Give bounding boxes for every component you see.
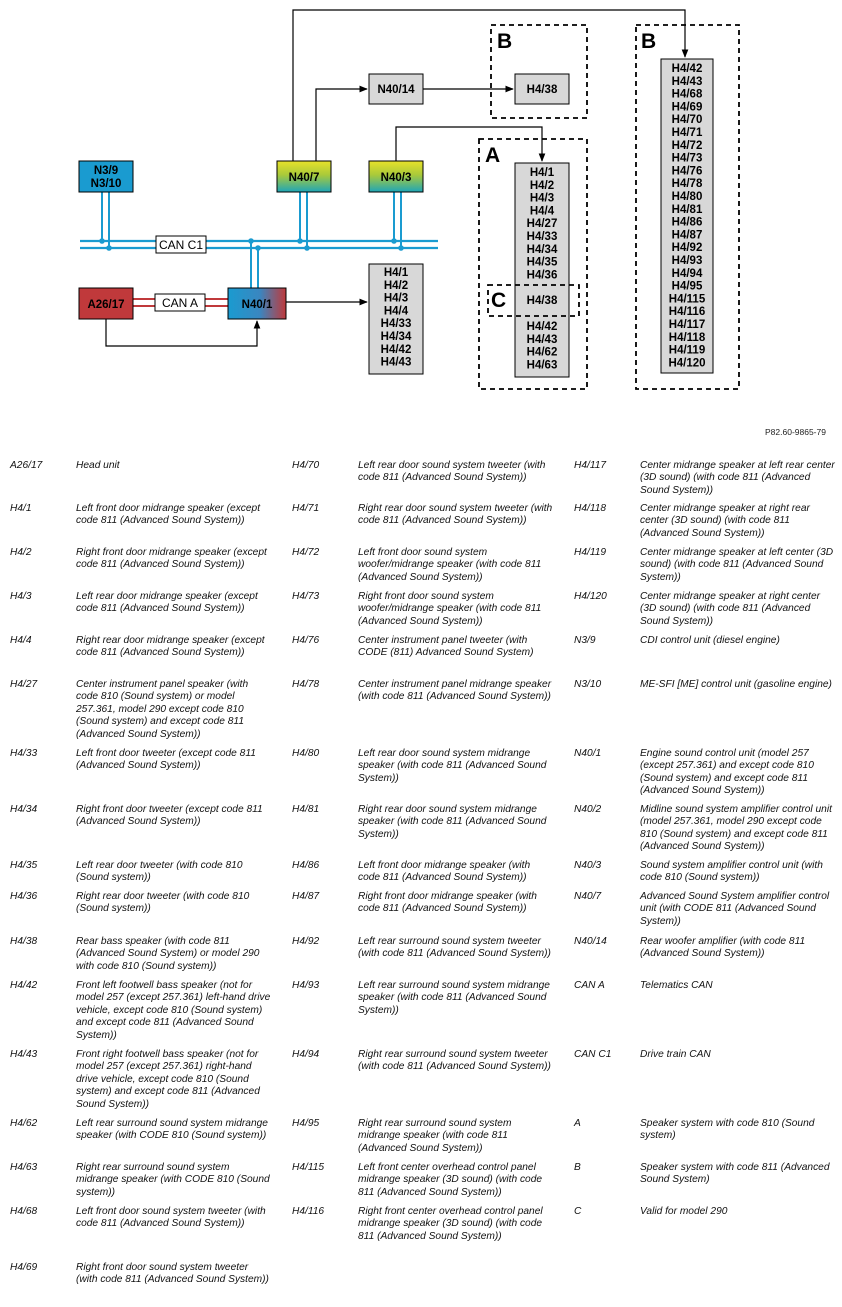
legend-code: H4/80	[292, 748, 320, 759]
legend-code: H4/70	[292, 460, 320, 471]
speaker-code: H4/42	[526, 321, 558, 333]
legend-description: Left front door sound system woofer/midrange speaker (with code 811 (Advanced Sound System))	[358, 547, 542, 583]
legend-code: N40/3	[574, 860, 602, 871]
speaker-code: H4/63	[526, 359, 558, 372]
speaker-code: H4/35	[526, 256, 558, 269]
legend-description: Left rear door midrange speaker (except code 811 (Advanced Sound System))	[76, 591, 258, 615]
legend-code: H4/93	[292, 980, 320, 991]
legend-code: H4/2	[10, 547, 32, 558]
group-c-label: H4/38	[526, 295, 558, 307]
legend-code: H4/78	[292, 679, 320, 690]
legend-code: H4/38	[10, 936, 38, 947]
legend-description: CDI control unit (diesel engine)	[640, 635, 780, 646]
legend-description: Left front center overhead control panel midrange speaker (3D sound) (with code 811 (Advanced Sound System))	[358, 1162, 543, 1198]
speaker-code: H4/42	[380, 343, 412, 356]
bus-junction	[248, 238, 254, 244]
n40-7-label: N40/7	[288, 172, 320, 184]
speaker-list-main	[381, 267, 412, 369]
legend-description: Right rear door midrange speaker (except code 811 (Advanced Sound System))	[76, 635, 265, 659]
legend-code: H4/120	[574, 591, 607, 602]
legend-description: Head unit	[76, 460, 120, 471]
speaker-code: H4/78	[671, 178, 703, 191]
legend-description: Sound system amplifier control unit (with code 810 (Sound system))	[640, 860, 823, 884]
legend-description: Valid for model 290	[640, 1206, 728, 1217]
legend-description: Left front door midrange speaker (with code 811 (Advanced Sound System))	[358, 860, 531, 884]
speaker-code: H4/36	[526, 269, 558, 282]
legend-code: H4/68	[10, 1206, 38, 1217]
legend-description: Center midrange speaker at right rear center (3D sound) (with code 811 (Advanced Sound System))	[640, 503, 810, 539]
legend-code: N3/9	[574, 635, 596, 646]
head-unit-to-n40-1-line	[106, 319, 257, 346]
legend-description: Left rear surround sound system tweeter (with code 811 (Advanced Sound System))	[358, 936, 551, 960]
speaker-code: H4/115	[668, 293, 706, 306]
legend-description: Speaker system with code 810 (Sound system)	[640, 1118, 815, 1142]
legend-description: Advanced Sound System amplifier control unit (with CODE 811 (Advanced Sound System))	[640, 891, 830, 927]
n3-9-label: N3/9	[93, 165, 119, 177]
legend-code: H4/95	[292, 1118, 320, 1129]
legend-description: Left front door sound system tweeter (with code 811 (Advanced Sound System))	[76, 1206, 266, 1230]
legend-description: Rear bass speaker (with code 811 (Advanced Sound System) or model 290 with code 810 (Sound system))	[76, 936, 260, 972]
speaker-code: H4/3	[529, 192, 555, 205]
group-a-upper-list	[527, 167, 558, 281]
legend-code: H4/81	[292, 804, 320, 815]
bus-junction	[99, 238, 105, 244]
speaker-code: H4/3	[383, 292, 409, 305]
legend-description: Right front door tweeter (except code 811 (Advanced Sound System))	[76, 804, 263, 828]
speaker-code: H4/120	[668, 357, 706, 370]
legend-description: Front right footwell bass speaker (not for model 257 (except 257.361) right-hand drive vehicle, except code 810 (Sound system) and except code 811 (Advanced Sound System))	[76, 1049, 260, 1110]
diagram-reference-number: P82.60-9865-79	[765, 427, 826, 437]
speaker-code: H4/2	[383, 279, 409, 292]
legend-description: Speaker system with code 811 (Advanced Sound System)	[640, 1162, 830, 1186]
n40-1-label: N40/1	[241, 299, 273, 311]
bus-junction	[391, 238, 397, 244]
legend-description: Center midrange speaker at left rear center (3D sound) (with code 811 (Advanced Sound System))	[640, 460, 835, 496]
a26-17-label: A26/17	[87, 299, 125, 311]
legend-code: H4/33	[10, 748, 38, 759]
legend-code: H4/35	[10, 860, 38, 871]
legend-code: N3/10	[574, 679, 602, 690]
legend-code: N40/2	[574, 804, 602, 815]
speaker-code: H4/43	[671, 75, 703, 88]
speaker-code: H4/86	[671, 216, 703, 229]
legend-code: H4/73	[292, 591, 320, 602]
legend-description: Drive train CAN	[640, 1049, 711, 1060]
legend-description: Left front door tweeter (except code 811 (Advanced Sound System))	[76, 748, 256, 772]
n40-14-label: N40/14	[377, 84, 415, 96]
speaker-code: H4/33	[380, 318, 412, 331]
legend-code: H4/43	[10, 1049, 38, 1060]
legend-code: H4/42	[10, 980, 38, 991]
legend-description: Left rear surround sound system midrange speaker (with CODE 810 (Sound system))	[76, 1118, 268, 1142]
legend-code: H4/27	[10, 679, 38, 690]
legend-description: Left rear surround sound system midrange speaker (with code 811 (Advanced Sound System))	[358, 980, 550, 1016]
legend-code: H4/86	[292, 860, 320, 871]
legend-description: Right rear door sound system midrange speaker (with code 811 (Advanced Sound System))	[358, 804, 547, 840]
legend-description: Center instrument panel speaker (with code 810 (Sound system) or model 257.361, model 290 except code 810 (Sound system) and except code 811 (Advanced Sound System))	[76, 679, 249, 740]
legend-description: Right front center overhead control panel midrange speaker (3D sound) (with code 811 (Advanced Sound System))	[358, 1206, 543, 1242]
legend-code: CAN C1	[574, 1049, 612, 1060]
legend-description: Center instrument panel midrange speaker (with code 811 (Advanced Sound System))	[358, 679, 552, 703]
speaker-code: H4/4	[529, 205, 555, 218]
speaker-code: H4/42	[671, 63, 703, 75]
speaker-code: H4/94	[671, 267, 703, 280]
legend-code: H4/71	[292, 503, 320, 514]
legend-code: H4/116	[292, 1206, 325, 1217]
legend-description: Right rear surround sound system midrange speaker (with code 811 (Advanced Sound System))	[358, 1118, 512, 1154]
speaker-code: H4/43	[526, 333, 558, 346]
speaker-code: H4/93	[671, 255, 703, 267]
legend-code: H4/36	[10, 891, 38, 902]
legend-code: H4/87	[292, 891, 320, 902]
speaker-code: H4/68	[671, 88, 703, 101]
legend-description: Rear woofer amplifier (with code 811 (Advanced Sound System))	[640, 936, 806, 960]
legend-description: Center midrange speaker at right center (3D sound) (with code 811 (Advanced Sound System))	[640, 591, 821, 627]
speaker-code: H4/116	[668, 306, 706, 319]
speaker-code: H4/118	[668, 331, 706, 344]
legend-code: H4/117	[574, 460, 607, 471]
bus-junction	[304, 245, 310, 251]
legend-code: B	[574, 1162, 581, 1173]
h4-38-top-label: H4/38	[526, 84, 558, 96]
wiring-diagram	[0, 0, 842, 420]
speaker-code: H4/76	[671, 165, 703, 178]
n40-7-to-n40-14-line	[316, 89, 367, 161]
legend-description: Left rear door sound system midrange speaker (with code 811 (Advanced Sound System))	[358, 748, 547, 784]
legend-description: Front left footwell bass speaker (not for model 257 (except 257.361) left-hand drive vehicle, except code 810 (Sound system) and except code 811 (Advanced Sound System))	[76, 980, 271, 1041]
legend-description: ME-SFI [ME] control unit (gasoline engine)	[640, 679, 832, 690]
n3-10-label: N3/10	[90, 178, 122, 190]
speaker-code: H4/4	[383, 305, 409, 318]
speaker-code: H4/34	[526, 243, 558, 256]
legend-code: A	[574, 1118, 581, 1129]
legend-description: Right front door sound system woofer/midrange speaker (with code 811 (Advanced Sound System))	[358, 591, 542, 627]
speaker-code: H4/81	[671, 203, 703, 216]
legend-code: H4/115	[292, 1162, 325, 1173]
speaker-code: H4/69	[671, 101, 703, 114]
legend-description: Telematics CAN	[640, 980, 713, 991]
speaker-code: H4/117	[668, 319, 706, 331]
speaker-code: H4/119	[668, 344, 706, 357]
legend-description: Midline sound system amplifier control unit (model 257.361, model 290 except code 810 (Sound system) and except code 811 (Advanced Sound System))	[640, 804, 832, 853]
group-a-lower-list	[527, 321, 558, 371]
bus-junction	[106, 245, 112, 251]
speaker-code: H4/87	[671, 229, 703, 242]
legend-code: H4/119	[574, 547, 607, 558]
speaker-code: H4/27	[526, 218, 558, 231]
group-b-list	[668, 63, 705, 369]
legend-description: Right rear surround sound system tweeter (with code 811 (Advanced Sound System))	[358, 1049, 551, 1073]
legend-code: H4/69	[10, 1262, 38, 1273]
legend-description: Left front door midrange speaker (except code 811 (Advanced Sound System))	[76, 503, 261, 527]
speaker-code: H4/1	[383, 267, 409, 279]
can-a-label: CAN A	[161, 296, 199, 310]
legend-description: Right rear door tweeter (with code 810 (Sound system))	[76, 891, 250, 915]
legend-description: Center midrange speaker at left center (3D sound) (with code 811 (Advanced Sound System))	[640, 547, 834, 583]
bus-junction	[297, 238, 303, 244]
speaker-code: H4/1	[529, 167, 555, 179]
legend-code: N40/1	[574, 748, 602, 759]
legend-code: H4/34	[10, 804, 38, 815]
legend-code: H4/92	[292, 936, 320, 947]
legend-code: H4/76	[292, 635, 320, 646]
legend-description: Right rear door sound system tweeter (with code 811 (Advanced Sound System))	[358, 503, 553, 527]
speaker-code: H4/71	[671, 127, 703, 139]
legend-code: H4/4	[10, 635, 32, 646]
legend-code: H4/72	[292, 547, 320, 558]
bus-junction	[255, 245, 261, 251]
legend-description: Right front door sound system tweeter (with code 811 (Advanced Sound System))	[76, 1262, 269, 1286]
zone-a-letter: A	[485, 144, 501, 167]
bus-junction	[398, 245, 404, 251]
speaker-code: H4/62	[526, 346, 558, 359]
speaker-code: H4/92	[671, 242, 703, 255]
n40-3-to-group-a-line	[396, 127, 542, 161]
legend-code: H4/63	[10, 1162, 38, 1173]
speaker-code: H4/95	[671, 280, 703, 293]
speaker-code: H4/34	[380, 331, 412, 343]
speaker-code: H4/80	[671, 191, 703, 203]
zone-b-large-letter: B	[641, 30, 657, 53]
speaker-code: H4/70	[671, 114, 703, 127]
legend-description: Right front door midrange speaker (with code 811 (Advanced Sound System))	[358, 891, 537, 915]
legend	[0, 452, 842, 1307]
legend-code: CAN A	[574, 980, 605, 991]
legend-description: Engine sound control unit (model 257 (except 257.361) and except code 810 (Sound system) and except code 811 (Advanced Sound System))	[640, 748, 814, 797]
legend-code: N40/14	[574, 936, 607, 947]
speaker-code: H4/2	[529, 179, 555, 192]
legend-description: Left rear door tweeter (with code 810 (Sound system))	[76, 860, 243, 884]
legend-code: H4/62	[10, 1118, 38, 1129]
legend-code: N40/7	[574, 891, 602, 902]
legend-description: Left rear door sound system tweeter (with code 811 (Advanced Sound System))	[358, 460, 546, 484]
legend-code: C	[574, 1206, 582, 1217]
speaker-code: H4/43	[380, 356, 412, 369]
legend-description: Right front door midrange speaker (except code 811 (Advanced Sound System))	[76, 547, 267, 571]
legend-description: Center instrument panel tweeter (with CODE (811) Advanced Sound System)	[358, 635, 534, 659]
zone-c-letter: C	[491, 289, 507, 312]
legend-code: H4/3	[10, 591, 32, 602]
speaker-code: H4/73	[671, 152, 703, 165]
legend-code: A26/17	[10, 460, 43, 471]
n40-3-label: N40/3	[380, 172, 412, 184]
zone-b-small-letter: B	[497, 30, 513, 53]
legend-description: Right rear surround sound system midrange speaker (with CODE 810 (Sound system))	[76, 1162, 270, 1198]
legend-code: H4/1	[10, 503, 32, 514]
speaker-code: H4/72	[671, 139, 703, 152]
can-c1-label: CAN C1	[158, 238, 204, 252]
legend-code: H4/94	[292, 1049, 320, 1060]
legend-code: H4/118	[574, 503, 607, 514]
speaker-code: H4/33	[526, 231, 558, 243]
